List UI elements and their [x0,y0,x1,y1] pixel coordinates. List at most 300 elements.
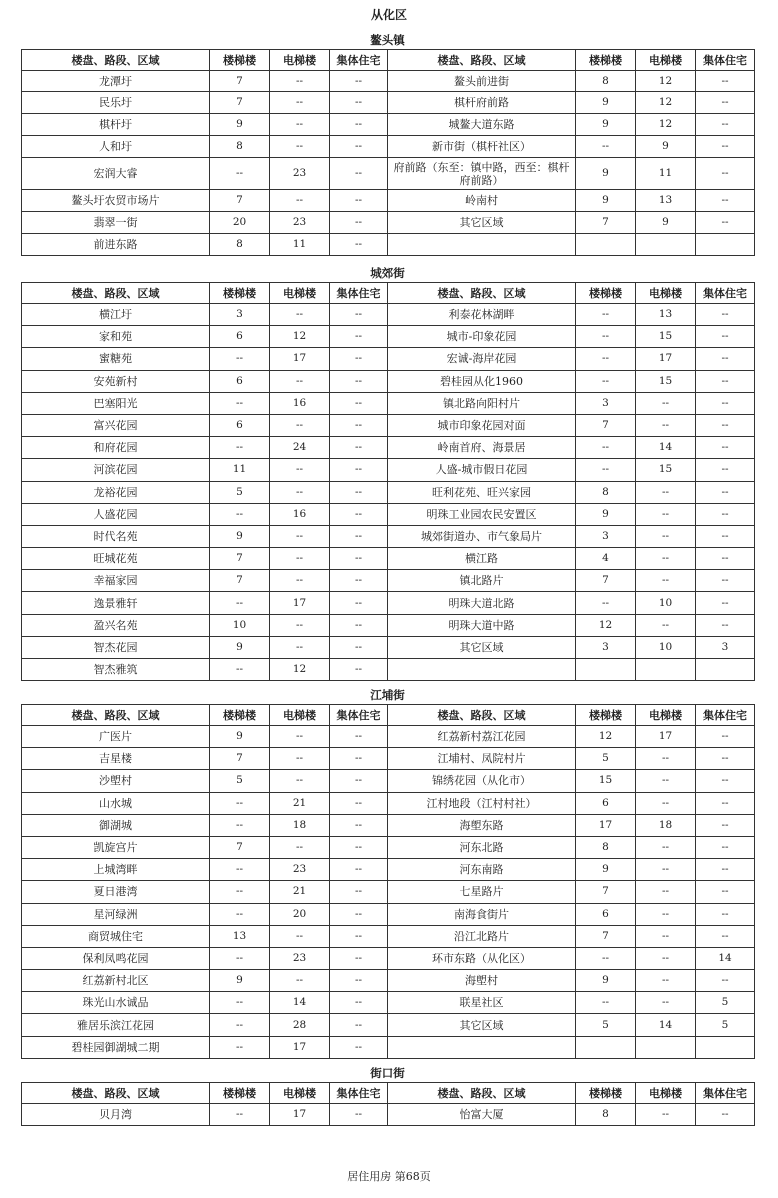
price-cell: -- [330,792,388,814]
column-header: 电梯楼 [270,283,330,304]
table-row [22,792,755,814]
price-cell: -- [330,770,388,792]
price-cell: 6 [210,370,270,392]
price-cell: 9 [576,92,636,114]
section-title: 城郊街 [370,266,405,280]
price-cell: 15 [636,326,696,348]
price-cell: 23 [270,212,330,234]
price-cell: -- [636,548,696,570]
price-cell: -- [576,459,636,481]
price-cell: -- [270,525,330,547]
table-row [22,392,755,414]
price-cell: 8 [576,481,636,503]
price-cell: 9 [576,503,636,525]
price-cell: -- [210,1014,270,1036]
table-row [22,903,755,925]
area-name-cell: 旺城花苑 [22,548,210,570]
area-name-cell: 上城湾畔 [22,859,210,881]
area-name-cell: 明珠大道北路 [388,592,576,614]
area-name-cell: 沙塱村 [22,770,210,792]
table-row [22,592,755,614]
area-name-cell: 蜜糖苑 [22,348,210,370]
price-cell: 9 [210,636,270,658]
price-cell: -- [576,947,636,969]
price-cell: -- [210,903,270,925]
column-header: 集体住宅 [696,1083,755,1104]
area-name-cell: 城市印象花园对面 [388,414,576,436]
area-name-cell: 红荔新村北区 [22,970,210,992]
price-cell: 14 [270,992,330,1014]
area-name-cell: 商贸城住宅 [22,925,210,947]
price-cell: 12 [270,659,330,681]
column-header: 电梯楼 [636,1083,696,1104]
area-name-cell: 时代名苑 [22,525,210,547]
price-cell: 20 [270,903,330,925]
column-header: 电梯楼 [270,705,330,726]
area-name-cell [388,659,576,681]
price-cell: 9 [576,190,636,212]
price-cell: -- [330,859,388,881]
price-cell: 17 [270,592,330,614]
price-cell: 14 [696,947,755,969]
column-header: 楼盘、路段、区域 [388,50,576,71]
section-title: 街口街 [370,1066,405,1080]
price-cell: -- [270,570,330,592]
price-cell: -- [696,881,755,903]
price-cell: -- [576,326,636,348]
area-name-cell: 镇北路片 [388,570,576,592]
price-cell: -- [330,992,388,1014]
price-cell: -- [330,326,388,348]
price-cell: 10 [636,592,696,614]
price-cell: -- [696,304,755,326]
price-cell: -- [330,71,388,92]
price-cell [576,234,636,256]
price-cell: -- [576,592,636,614]
price-cell: -- [696,970,755,992]
area-name-cell: 贝月湾 [22,1104,210,1126]
table-row [22,503,755,525]
area-name-cell: 广医片 [22,726,210,748]
price-cell: 9 [210,114,270,136]
price-cell: -- [330,1104,388,1126]
price-cell: 7 [210,92,270,114]
column-header: 楼盘、路段、区域 [388,283,576,304]
column-header: 电梯楼 [636,50,696,71]
price-cell: -- [696,814,755,836]
column-header: 楼梯楼 [576,1083,636,1104]
price-cell: 21 [270,792,330,814]
column-header: 楼盘、路段、区域 [388,1083,576,1104]
price-cell: 7 [576,212,636,234]
price-cell: 3 [576,636,636,658]
area-name-cell: 锦绣花园（从化市） [388,770,576,792]
price-cell: 17 [270,1104,330,1126]
area-name-cell: 民乐圩 [22,92,210,114]
price-cell: -- [696,770,755,792]
price-cell: -- [576,348,636,370]
price-cell: -- [330,525,388,547]
price-cell: -- [330,158,388,190]
column-header: 楼梯楼 [210,705,270,726]
price-cell: 24 [270,437,330,459]
price-cell: 9 [576,970,636,992]
table-row [22,947,755,969]
price-cell: -- [636,392,696,414]
table-row [22,836,755,858]
price-cell: 20 [210,212,270,234]
table-row [22,570,755,592]
table-row [22,770,755,792]
price-cell: 12 [576,726,636,748]
area-name-cell: 人盛花园 [22,503,210,525]
price-cell: 7 [210,190,270,212]
price-cell: -- [270,970,330,992]
column-header: 楼梯楼 [210,283,270,304]
price-cell: 5 [576,1014,636,1036]
price-cell: -- [696,158,755,190]
price-cell: -- [696,392,755,414]
price-cell: 23 [270,859,330,881]
header-row [22,1083,755,1104]
table-row [22,659,755,681]
price-cell: -- [636,925,696,947]
table-row [22,814,755,836]
area-name-cell: 盈兴名苑 [22,614,210,636]
table-row [22,970,755,992]
price-cell: 17 [636,726,696,748]
table-row [22,459,755,481]
price-cell: -- [696,414,755,436]
price-cell: 5 [576,748,636,770]
price-cell: 13 [210,925,270,947]
area-name-cell: 其它区域 [388,212,576,234]
price-cell: -- [330,925,388,947]
area-name-cell: 碧桂园从化1960 [388,370,576,392]
table-row [22,614,755,636]
price-cell: 5 [696,1014,755,1036]
price-cell: 8 [210,136,270,158]
price-cell: 14 [636,1014,696,1036]
area-name-cell: 夏日港湾 [22,881,210,903]
price-cell: -- [270,548,330,570]
price-cell: 8 [576,71,636,92]
price-cell: -- [210,792,270,814]
price-cell: 12 [636,92,696,114]
table-row [22,726,755,748]
area-name-cell: 联星社区 [388,992,576,1014]
price-cell: 6 [210,326,270,348]
area-name-cell: 环市东路（从化区） [388,947,576,969]
price-cell: -- [636,792,696,814]
area-name-cell [388,1036,576,1058]
column-header: 集体住宅 [330,705,388,726]
price-cell: 17 [576,814,636,836]
table-row [22,992,755,1014]
price-cell: -- [270,71,330,92]
price-cell: -- [270,92,330,114]
price-cell: 9 [210,970,270,992]
price-cell: -- [210,158,270,190]
housing-table [21,704,755,1059]
price-cell: -- [576,437,636,459]
price-cell: 9 [636,136,696,158]
table-row [22,348,755,370]
price-cell: -- [696,481,755,503]
price-cell: -- [330,881,388,903]
area-name-cell: 吉星楼 [22,748,210,770]
area-name-cell: 人盛-城市假日花园 [388,459,576,481]
column-header: 楼梯楼 [576,50,636,71]
column-header: 楼梯楼 [576,283,636,304]
price-cell: -- [270,614,330,636]
price-cell: -- [210,814,270,836]
price-cell: -- [270,459,330,481]
price-cell: 9 [576,114,636,136]
price-cell: -- [330,836,388,858]
price-cell: -- [696,190,755,212]
area-name-cell: 逸景雅轩 [22,592,210,614]
area-name-cell: 智杰花园 [22,636,210,658]
price-cell: -- [696,548,755,570]
area-name-cell: 前进东路 [22,234,210,256]
table-row [22,1104,755,1126]
area-name-cell: 河东南路 [388,859,576,881]
price-cell: -- [270,726,330,748]
price-cell: -- [636,881,696,903]
area-name-cell: 星河绿洲 [22,903,210,925]
area-name-cell: 岭南村 [388,190,576,212]
price-cell: 10 [210,614,270,636]
price-cell: 3 [576,525,636,547]
price-cell: 18 [636,814,696,836]
price-cell: 5 [696,992,755,1014]
area-name-cell: 山水城 [22,792,210,814]
price-cell: -- [636,570,696,592]
price-cell: -- [576,370,636,392]
price-cell: -- [330,437,388,459]
price-cell: -- [210,947,270,969]
table-row [22,370,755,392]
table-row [22,525,755,547]
price-cell: 12 [636,114,696,136]
price-cell: 17 [270,1036,330,1058]
price-cell: -- [270,836,330,858]
area-name-cell: 城鳌大道东路 [388,114,576,136]
area-name-cell: 镇北路向阳村片 [388,392,576,414]
section-title: 江埔街 [370,688,405,702]
area-name-cell: 横江路 [388,548,576,570]
price-cell [636,234,696,256]
area-name-cell: 巴塞阳光 [22,392,210,414]
header-row [22,50,755,71]
price-cell: -- [330,548,388,570]
price-cell: -- [696,903,755,925]
price-cell: 15 [636,370,696,392]
price-cell: -- [330,304,388,326]
price-cell: -- [270,636,330,658]
price-cell: 8 [210,234,270,256]
price-cell: 7 [210,748,270,770]
area-name-cell: 海塱东路 [388,814,576,836]
price-cell: 13 [636,190,696,212]
price-cell: -- [330,392,388,414]
price-cell: 7 [210,836,270,858]
price-cell: -- [330,570,388,592]
column-header: 楼盘、路段、区域 [22,705,210,726]
table-row [22,437,755,459]
area-name-cell: 家和苑 [22,326,210,348]
section-2 [21,264,754,681]
price-cell: -- [330,481,388,503]
area-name-cell: 新市街（棋杆社区） [388,136,576,158]
price-cell: 10 [636,636,696,658]
price-cell: -- [330,614,388,636]
price-cell: 7 [576,414,636,436]
price-cell: -- [330,814,388,836]
table-row [22,481,755,503]
price-cell: -- [696,836,755,858]
price-cell: -- [330,947,388,969]
area-name-cell: 宏诚-海岸花园 [388,348,576,370]
header-row [22,705,755,726]
price-cell: -- [270,114,330,136]
price-cell: -- [330,748,388,770]
column-header: 电梯楼 [636,705,696,726]
column-header: 楼盘、路段、区域 [388,705,576,726]
price-cell: -- [696,459,755,481]
price-cell [696,234,755,256]
page-footer: 居住用房 第68页 [347,1170,431,1183]
column-header: 集体住宅 [330,50,388,71]
table-row [22,136,755,158]
price-cell: -- [636,947,696,969]
price-cell: 18 [270,814,330,836]
area-name-cell: 城市-印象花园 [388,326,576,348]
price-cell: 13 [636,304,696,326]
district-title: 从化区 [370,8,407,22]
area-name-cell: 碧桂园御湖城二期 [22,1036,210,1058]
section-4 [21,1064,754,1126]
area-name-cell: 府前路（东至：镇中路，西至：棋杆府前路） [388,158,576,190]
area-name-cell: 龙裕花园 [22,481,210,503]
column-header: 楼梯楼 [210,1083,270,1104]
table-row [22,190,755,212]
table-row [22,304,755,326]
price-cell: -- [636,481,696,503]
price-cell: 11 [210,459,270,481]
price-cell: -- [330,636,388,658]
area-name-cell: 旺利花苑、旺兴家园 [388,481,576,503]
price-cell: -- [696,326,755,348]
price-cell: -- [330,1014,388,1036]
table-row [22,1014,755,1036]
column-header: 集体住宅 [330,1083,388,1104]
price-cell [636,1036,696,1058]
price-cell: -- [330,234,388,256]
price-cell: 14 [636,437,696,459]
area-name-cell: 城郊街道办、市气象局片 [388,525,576,547]
price-cell: -- [210,503,270,525]
price-cell: -- [696,370,755,392]
area-name-cell: 和府花园 [22,437,210,459]
area-name-cell: 棋杆府前路 [388,92,576,114]
price-cell: -- [696,792,755,814]
price-cell: -- [696,726,755,748]
price-cell: -- [270,370,330,392]
price-cell: -- [636,859,696,881]
section-title: 鳌头镇 [370,33,405,47]
area-name-cell: 棋杆圩 [22,114,210,136]
price-cell: 6 [210,414,270,436]
price-cell: -- [636,748,696,770]
price-cell: -- [696,92,755,114]
price-cell: 9 [576,859,636,881]
price-cell: 7 [210,548,270,570]
price-cell: 11 [270,234,330,256]
price-cell: 3 [696,636,755,658]
area-name-cell [388,234,576,256]
area-name-cell: 利泰花林湖畔 [388,304,576,326]
column-header: 楼盘、路段、区域 [22,283,210,304]
area-name-cell: 鳌头圩农贸市场片 [22,190,210,212]
price-cell: -- [330,212,388,234]
price-cell: -- [696,592,755,614]
price-cell: 21 [270,881,330,903]
price-cell: -- [210,992,270,1014]
housing-table [21,49,755,256]
area-name-cell: 七星路片 [388,881,576,903]
table-row [22,1036,755,1058]
price-cell: 15 [636,459,696,481]
table-row [22,234,755,256]
price-cell: -- [636,970,696,992]
column-header: 楼盘、路段、区域 [22,1083,210,1104]
area-name-cell: 安苑新村 [22,370,210,392]
price-cell: -- [330,503,388,525]
price-cell: -- [636,525,696,547]
area-name-cell: 河滨花园 [22,459,210,481]
price-cell: -- [330,1036,388,1058]
area-name-cell: 其它区域 [388,636,576,658]
area-name-cell: 翡翠一街 [22,212,210,234]
price-cell: 3 [576,392,636,414]
area-name-cell: 怡富大厦 [388,1104,576,1126]
price-cell: -- [636,992,696,1014]
price-cell: -- [330,414,388,436]
table-row [22,71,755,92]
price-cell: -- [696,136,755,158]
area-name-cell: 富兴花园 [22,414,210,436]
price-cell: -- [330,659,388,681]
area-name-cell: 明珠大道中路 [388,614,576,636]
price-cell: -- [576,136,636,158]
price-cell [576,1036,636,1058]
area-name-cell: 御湖城 [22,814,210,836]
price-cell: 17 [270,348,330,370]
area-name-cell: 龙潭圩 [22,71,210,92]
table-row [22,881,755,903]
housing-table [21,1082,755,1126]
price-cell: 11 [636,158,696,190]
price-cell: -- [210,592,270,614]
column-header: 集体住宅 [330,283,388,304]
price-cell: 7 [210,570,270,592]
table-row [22,212,755,234]
price-cell: -- [270,304,330,326]
price-cell: -- [696,503,755,525]
price-cell: -- [696,212,755,234]
